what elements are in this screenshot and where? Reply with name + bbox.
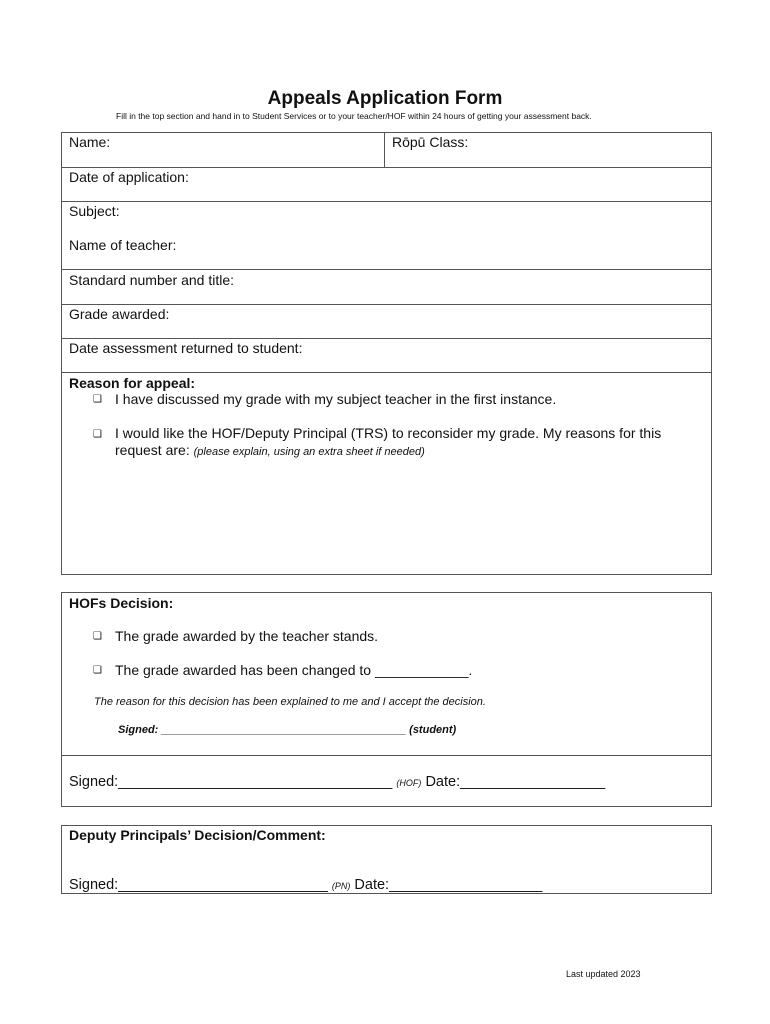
row-divider xyxy=(61,269,712,270)
form-instructions: Fill in the top section and hand in to Student Services or to your teacher/HOF within 24 hours of getting your assessment back. xyxy=(116,111,592,121)
option-discussed-text: I have discussed my grade with my subject teacher in the first instance. xyxy=(115,391,557,407)
checkbox-discussed[interactable]: ❑ xyxy=(93,394,102,405)
pn-tag: (PN) xyxy=(331,881,351,891)
decision-statement: The reason for this decision has been explained to me and I accept the decision. xyxy=(94,696,486,708)
hof-heading: HOFs Decision: xyxy=(69,595,174,611)
dp-date-text: Date:___________________ xyxy=(354,877,543,893)
checkbox-reconsider[interactable]: ❑ xyxy=(93,429,102,440)
subject-field[interactable]: Subject: xyxy=(69,203,120,219)
hof-divider xyxy=(61,755,712,756)
reconsider-main-text: I would like the HOF/Deputy Principal (TRS) to reconsider my grade. My reasons for this request are: xyxy=(115,425,662,458)
grade-changed-text: The grade awarded has been changed to ____________. xyxy=(115,662,473,678)
name-field[interactable]: Name: xyxy=(69,134,111,150)
row-divider xyxy=(61,201,712,202)
row-divider xyxy=(61,167,712,168)
date-of-application-field[interactable]: Date of application: xyxy=(69,169,189,185)
hof-signed-text: Signed:__________________________________ xyxy=(69,774,393,790)
option-reconsider-text xyxy=(115,425,705,461)
grade-stands-text: The grade awarded by the teacher stands. xyxy=(115,628,379,644)
reason-heading: Reason for appeal: xyxy=(69,375,196,391)
name-ropu-divider xyxy=(384,132,385,167)
ropu-class-field[interactable]: Rōpū Class: xyxy=(392,134,469,150)
teacher-name-field[interactable]: Name of teacher: xyxy=(69,237,177,253)
date-returned-field[interactable]: Date assessment returned to student: xyxy=(69,340,303,356)
student-signature-line[interactable]: Signed: ________________________________________ (student) xyxy=(118,724,457,736)
grade-awarded-field[interactable]: Grade awarded: xyxy=(69,306,170,322)
standard-field[interactable]: Standard number and title: xyxy=(69,272,234,288)
checkbox-grade-changed[interactable]: ❑ xyxy=(93,665,102,676)
last-updated-footer: Last updated 2023 xyxy=(566,969,641,979)
hof-date-text: Date:__________________ xyxy=(425,774,606,790)
reason-writing-area[interactable] xyxy=(62,465,711,573)
dp-heading: Deputy Principals’ Decision/Comment: xyxy=(69,827,326,843)
form-title: Appeals Application Form xyxy=(267,88,503,109)
hof-tag: (HOF) xyxy=(396,778,422,788)
row-divider xyxy=(61,338,712,339)
row-divider xyxy=(61,304,712,305)
hof-signature-line[interactable] xyxy=(69,774,605,791)
row-divider xyxy=(61,372,712,373)
reconsider-note: (please explain, using an extra sheet if needed) xyxy=(193,446,425,458)
checkbox-grade-stands[interactable]: ❑ xyxy=(93,631,102,642)
dp-signature-line[interactable] xyxy=(69,877,542,894)
dp-signed-text: Signed:__________________________ xyxy=(69,877,328,893)
